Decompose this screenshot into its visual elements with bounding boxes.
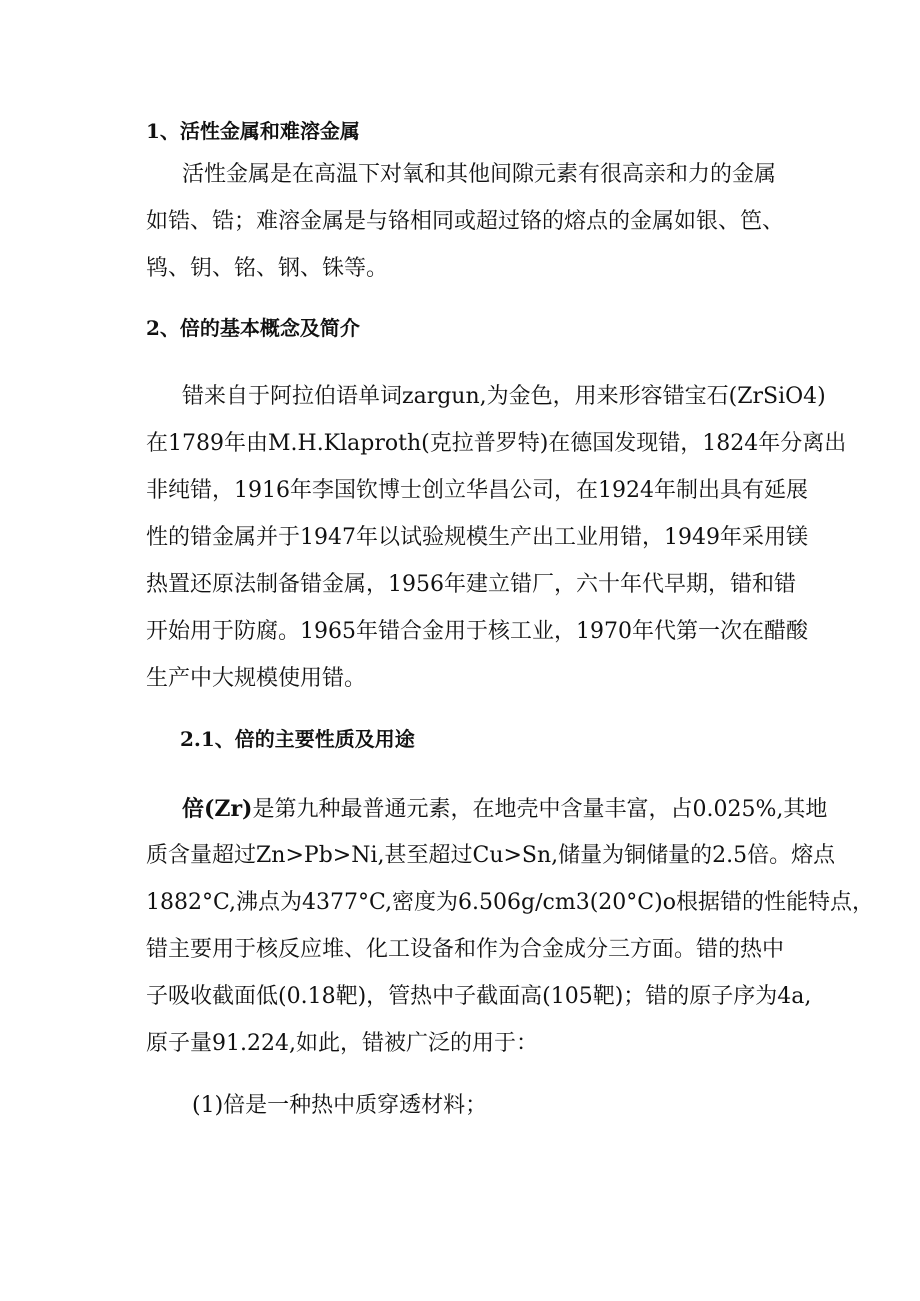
section-2-line-4: 性的错金属并于1947年以试验规模生产出工业用错，1949年采用镁 (146, 525, 808, 550)
section-2-heading: 2、倍的基本概念及简介 (146, 316, 360, 340)
list-item-1: (1)倍是一种热中质穿透材料； (192, 1093, 488, 1118)
section-2-line-2: 在1789年由M.H.Klaproth(克拉普罗特)在德国发现错，1824年分离出 (146, 431, 847, 456)
section-2-1-line-4: 错主要用于核反应堆、化工设备和作为合金成分三方面。错的热中 (146, 937, 785, 962)
section-2-1-line-2: 质含量超过Zn>Pb>Ni,甚至超过Cu>Sn,储量为铜储量的2.5倍。熔点 (146, 843, 836, 868)
section-2-1-line-1-text: 是第九种最普通元素，在地壳中含量丰富，占0.025%,其地 (252, 797, 828, 822)
section-1-heading: 1、活性金属和难溶金属 (146, 119, 360, 143)
section-1-line-3: 鸨、钥、铭、钢、铢等。 (146, 256, 389, 281)
section-2-1-line-1 (182, 794, 827, 825)
section-2-line-6: 开始用于防腐。1965年错合金用于核工业，1970年代第一次在醋酸 (146, 619, 808, 644)
section-2-line-3: 非纯错，1916年李国钦博士创立华昌公司，在1924年制出具有延展 (146, 478, 808, 503)
section-2-1-heading: 2.1、倍的主要性质及用途 (180, 727, 415, 751)
section-2-1-line-3: 1882°C,沸点为4377°C,密度为6.506g∕cm3(20°C)o根据错的性能特点， (146, 890, 874, 915)
section-2-line-7: 生产中大规模使用错。 (146, 666, 367, 691)
section-2-line-1: 错来自于阿拉伯语单词zargun,为金色，用来形容错宝石(ZrSiO4) (182, 384, 826, 409)
section-2-line-5: 热置还原法制备错金属，1956年建立错厂，六十年代早期，错和错 (146, 572, 796, 597)
zr-term: 倍(Zr) (182, 796, 253, 822)
section-2-1-line-6: 原子量91.224,如此，错被广泛的用于： (146, 1031, 538, 1056)
section-2-1-line-5: 子吸收截面低(0.18靶)，管热中子截面高(105靶)；错的原子序为4a, (146, 984, 812, 1009)
section-1-line-2: 如锆、锆；难溶金属是与铬相同或超过铬的熔点的金属如银、笆、 (146, 209, 785, 234)
section-1-line-1: 活性金属是在高温下对氧和其他间隙元素有很高亲和力的金属 (182, 162, 777, 187)
